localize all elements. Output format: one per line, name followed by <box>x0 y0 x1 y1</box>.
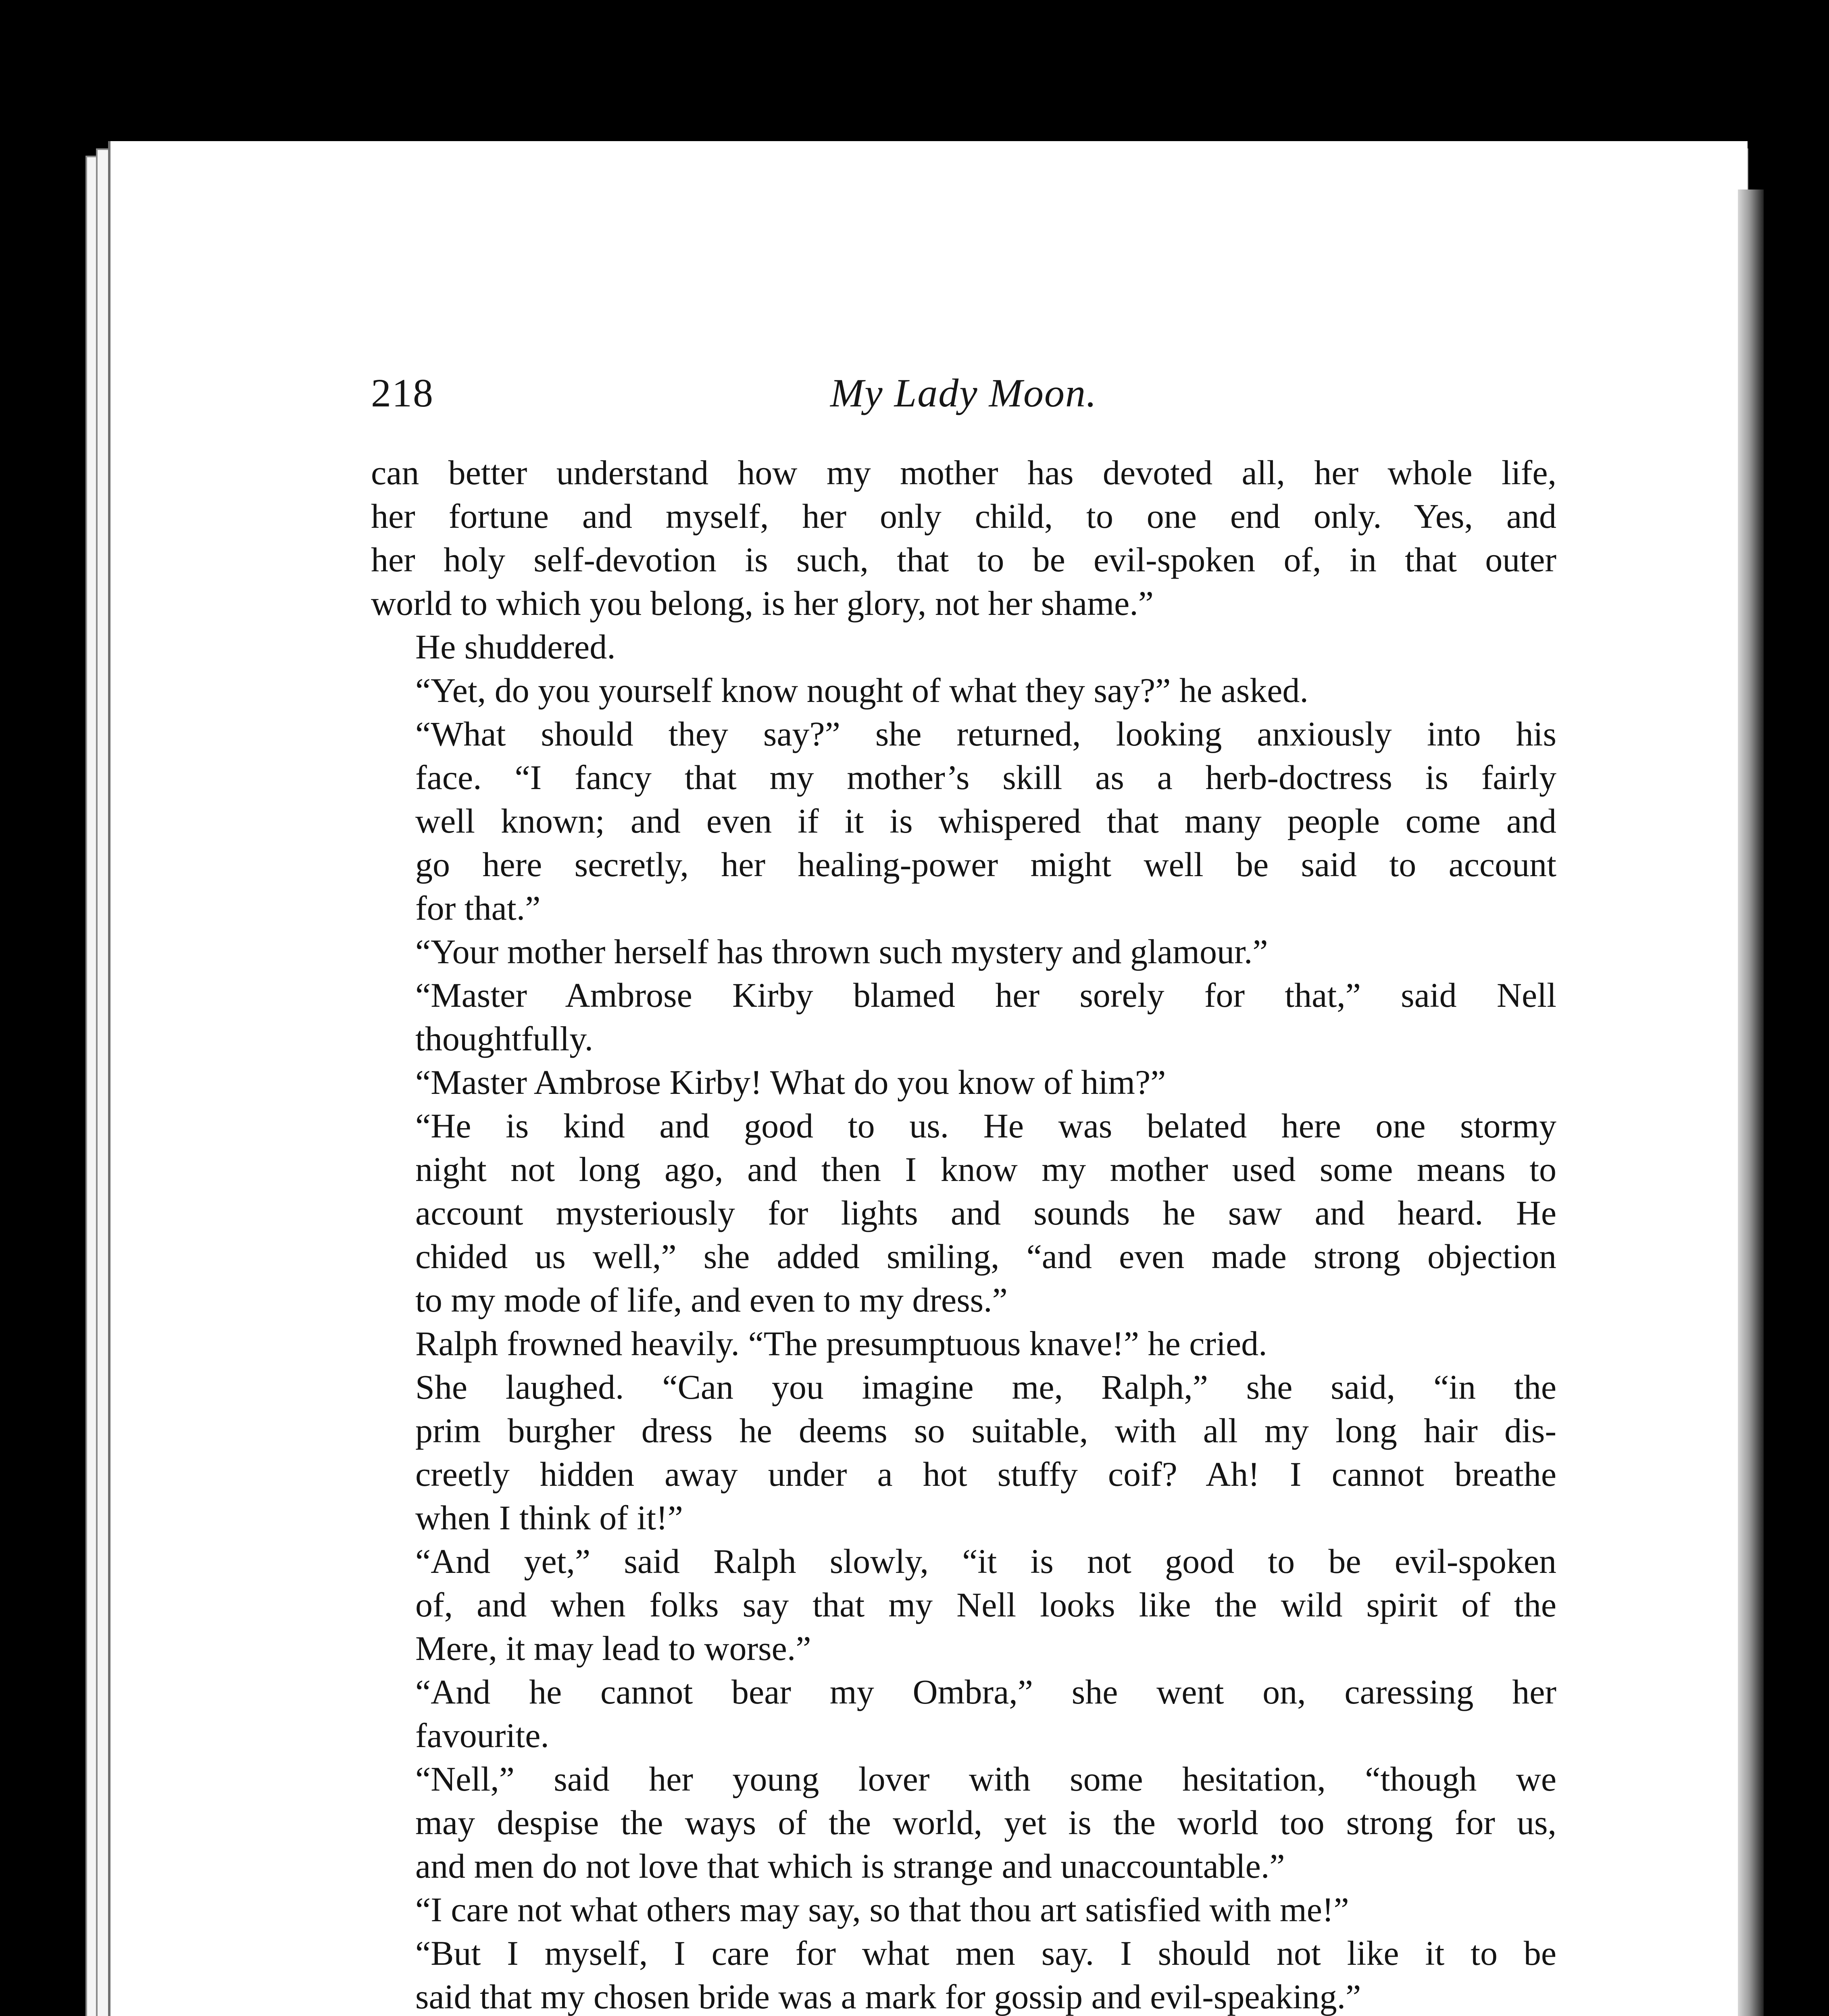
text-line: Mere, it may lead to worse.” <box>415 1629 811 1668</box>
text-line: to my mode of life, and even to my dress.” <box>415 1281 1008 1319</box>
paragraph <box>371 1670 1556 1757</box>
text-line: “But I myself, I care for what men say. I should not like it to be <box>415 1934 1556 1972</box>
paragraph <box>371 1757 1556 1888</box>
text-line: thoughtfully. <box>415 1019 594 1058</box>
text-line: “Nell,” said her young lover with some hesitation, “though we <box>415 1760 1556 1798</box>
text-line: night not long ago, and then I know my mother used some means to <box>415 1150 1556 1189</box>
paragraph <box>371 625 1556 669</box>
paragraph <box>371 1888 1556 1931</box>
text-line: may despise the ways of the world, yet is the world too strong for us, <box>415 1803 1556 1842</box>
text-line: He shuddered. <box>415 627 616 666</box>
text-line: “And yet,” said Ralph slowly, “it is not good to be evil-spoken <box>415 1542 1556 1581</box>
paragraph <box>371 451 1556 625</box>
text-line: when I think of it!” <box>415 1498 683 1537</box>
text-line: face. “I fancy that my mother’s skill as a herb-doctress is fairly <box>415 758 1556 797</box>
text-line: prim burgher dress he deems so suitable, with all my long hair dis- <box>415 1411 1556 1450</box>
text-line: “What should they say?” she returned, looking anxiously into his <box>415 714 1556 753</box>
text-line: creetly hidden away under a hot stuffy coif? Ah! I cannot breathe <box>415 1455 1556 1493</box>
page-number: 218 <box>371 371 434 415</box>
text-line: “And he cannot bear my Ombra,” she went on, caressing her <box>415 1672 1556 1711</box>
text-line: and men do not love that which is strange and unaccountable.” <box>415 1847 1285 1885</box>
paragraph <box>371 1322 1556 1365</box>
text-line: Ralph frowned heavily. “The presumptuous knave!” he cried. <box>415 1324 1267 1363</box>
text-line: well known; and even if it is whispered that many people come and <box>415 802 1556 840</box>
paragraph <box>371 712 1556 930</box>
paragraph <box>371 1931 1556 2016</box>
text-line: She laughed. “Can you imagine me, Ralph,” she said, “in the <box>415 1368 1556 1406</box>
text-line: can better understand how my mother has devoted all, her whole life, <box>371 453 1556 492</box>
running-title: My Lady Moon. <box>830 371 1097 415</box>
text-line: of, and when folks say that my Nell looks like the wild spirit of the <box>415 1585 1556 1624</box>
paragraph <box>371 973 1556 1060</box>
text-line: her fortune and myself, her only child, to one end only. Yes, and <box>371 497 1556 535</box>
text-line: favourite. <box>415 1716 549 1755</box>
text-line: “Master Ambrose Kirby blamed her sorely for that,” said Nell <box>415 976 1556 1014</box>
paragraph <box>371 1539 1556 1670</box>
paragraph <box>371 930 1556 973</box>
body-text <box>371 451 1556 2016</box>
text-line: go here secretly, her healing-power might well be said to account <box>415 845 1556 884</box>
text-line: “Yet, do you yourself know nought of what they say?” he asked. <box>415 671 1308 710</box>
page-gutter-shadow <box>1738 190 1764 2016</box>
paragraph <box>371 669 1556 712</box>
text-line: “He is kind and good to us. He was belated here one stormy <box>415 1106 1556 1145</box>
text-line: said that my chosen bride was a mark for gossip and evil-speaking.” <box>415 1977 1361 2016</box>
text-line: “Master Ambrose Kirby! What do you know of him?” <box>415 1063 1166 1102</box>
text-line: her holy self-devotion is such, that to be evil-spoken of, in that outer <box>371 540 1556 579</box>
paragraph <box>371 1060 1556 1104</box>
text-line: account mysteriously for lights and sounds he saw and heard. He <box>415 1193 1556 1232</box>
text-line: for that.” <box>415 889 541 927</box>
text-line: world to which you belong, is her glory, not her shame.” <box>371 584 1154 623</box>
text-line: chided us well,” she added smiling, “and even made strong objection <box>415 1237 1556 1276</box>
paragraph <box>371 1365 1556 1539</box>
paragraph <box>371 1104 1556 1322</box>
running-head <box>371 363 1556 423</box>
text-line: “Your mother herself has thrown such mystery and glamour.” <box>415 932 1268 971</box>
text-line: “I care not what others may say, so that thou art satisfied with me!” <box>415 1890 1349 1929</box>
